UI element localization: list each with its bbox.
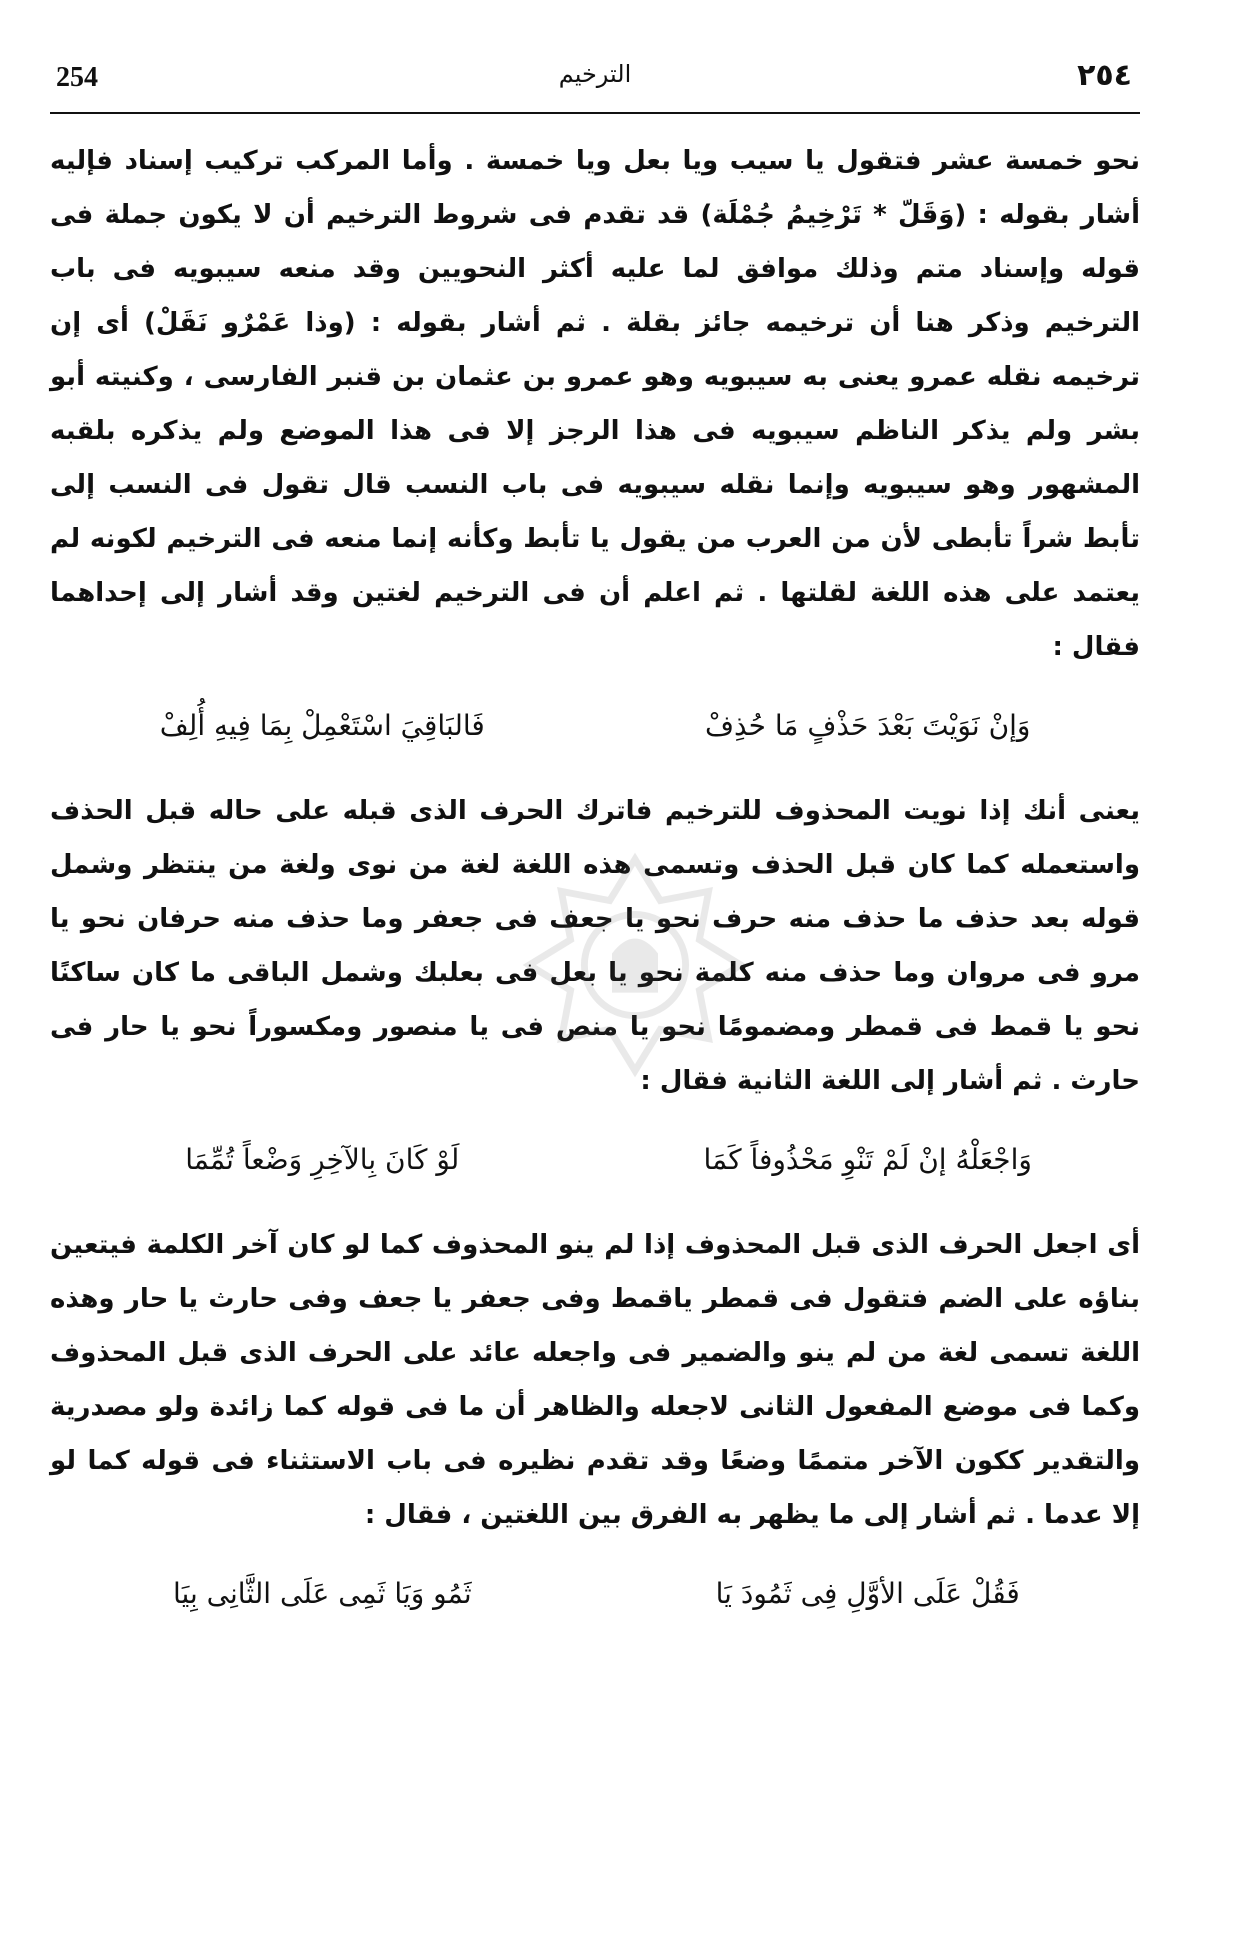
verse-second-hemistich: ثَمُو وَيَا ثَمِى عَلَى الثَّانِى بِيَا	[172, 1577, 472, 1610]
page-number-arabic: ٢٥٤	[1077, 58, 1132, 93]
paragraph: يعنى أنك إذا نويت المحذوف للترخيم فاترك الحرف الذى قبله على حاله قبل الحذف واستعمله كما كان قبل الحذف وتسمى هذه اللغة لغة من نوى ولغة من ينتظر وشمل قوله بعد حذف ما حذف منه حرف نحو يا جعف فى جعفر وما حذف منه حرفان نحو يا مرو فى مروان وما حذف منه كلمة نحو يا بعل فى بعلبك وشمل الباقى ما كان ساكنًا نحو يا قمط فى قمطر ومضمومًا نحو يا منص فى يا منصور ومكسوراً نحو يا حار فى حارث . ثم أشار إلى اللغة الثانية فقال :	[50, 796, 1140, 1096]
verse-first-hemistich: وَإنْ نَوَيْتَ بَعْدَ حَذْفٍ مَا حُذِفْ	[704, 709, 1031, 742]
paragraph: أى اجعل الحرف الذى قبل المحذوف إذا لم ينو المحذوف كما لو كان آخر الكلمة فيتعين بناؤه على الضم فتقول فى قمطر ياقمط وفى جعفر يا جعف وفى حارث يا حار وهذه اللغة تسمى لغة من لم ينو والضمير فى واجعله عائد على الحرف الذى قبل المحذوف وكما فى موضع المفعول الثانى لاجعله والظاهر أن ما فى قوله كما زائدة ولو مصدرية والتقدير ككون الآخر متممًا وضعًا وقد تقدم نظيره فى باب الاستثناء فى قوله كما لو إلا عدما . ثم أشار إلى ما يظهر به الفرق بين اللغتين ، فقال :	[50, 1230, 1140, 1530]
page-body	[50, 134, 1140, 1652]
verse-line	[50, 1130, 1140, 1190]
running-title: الترخيم	[558, 60, 632, 88]
verse-second-hemistich: فَالبَاقِيَ اسْتَعْمِلْ بِمَا فِيهِ أُلِفْ	[159, 709, 485, 742]
verse-line	[50, 1564, 1140, 1624]
verse-line	[50, 696, 1140, 756]
page-header	[50, 50, 1140, 106]
paragraph: نحو خمسة عشر فتقول يا سيب ويا بعل ويا خمسة . وأما المركب تركيب إسناد فإليه أشار بقوله : (وَقَلّ * تَرْخِيمُ جُمْلَة) قد تقدم فى شروط الترخيم أن لا يكون جملة فى قوله وإسناد متم وذلك موافق لما عليه أكثر النحويين وقد منعه سيبويه فى باب الترخيم وذكر هنا أن ترخيمه جائز بقلة . ثم أشار بقوله : (وذا عَمْرٌو نَقَلْ) أى إن ترخيمه نقله عمرو يعنى به سيبويه وهو عمرو بن عثمان بن قنبر الفارسى ، وكنيته أبو بشر ولم يذكر الناظم سيبويه فى هذا الرجز إلا فى هذا الموضع ولم يذكره بلقبه المشهور وهو سيبويه وإنما نقله سيبويه فى باب النسب قال تقول فى النسب إلى تأبط شراً تأبطى لأن من العرب من يقول يا تأبط وكأنه إنما منعه فى الترخيم لكونه لم يعتمد على هذه اللغة لقلتها . ثم اعلم أن فى الترخيم لغتين وقد أشار إلى إحداهما فقال :	[50, 146, 1140, 662]
page-number-latin: 254	[56, 62, 98, 93]
book-page	[50, 50, 1140, 1910]
verse-first-hemistich: وَاجْعَلْهُ إنْ لَمْ تَنْوِ مَحْذُوفاً كَمَا	[703, 1143, 1032, 1176]
verse-second-hemistich: لَوْ كَانَ بِالآخِرِ وَضْعاً تُمِّمَا	[185, 1143, 460, 1176]
verse-first-hemistich: فَقُلْ عَلَى الأوَّلِ فِى ثَمُودَ يَا	[715, 1577, 1020, 1610]
header-divider	[50, 112, 1140, 114]
